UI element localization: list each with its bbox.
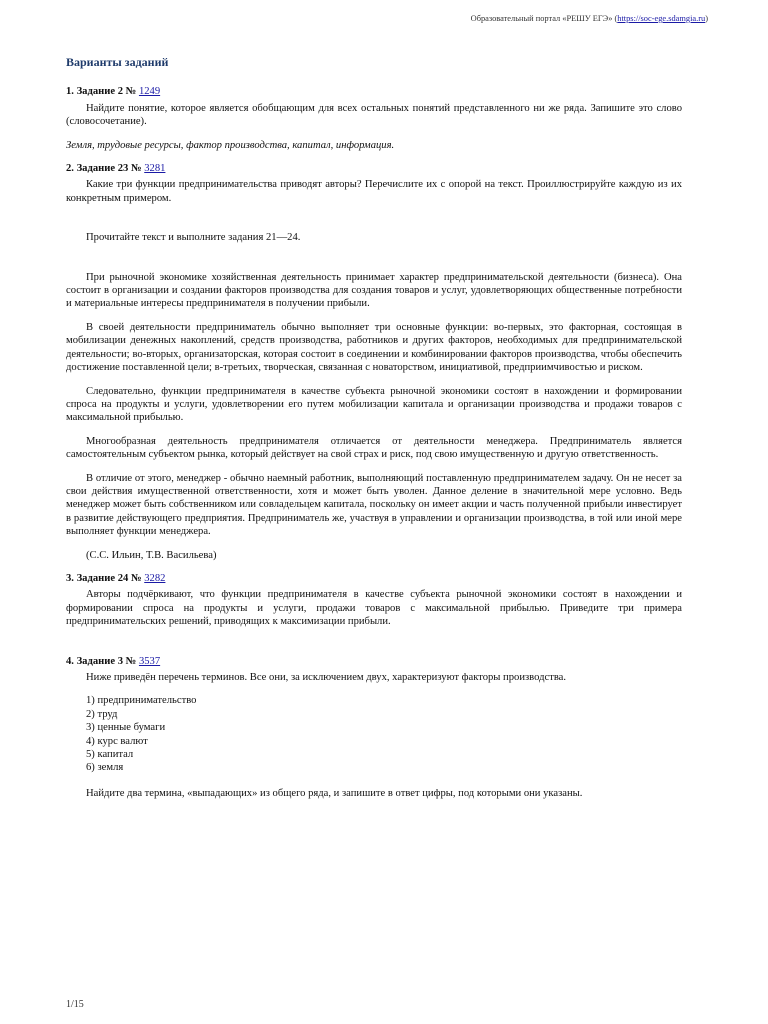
task-label: 3. Задание 24 № bbox=[66, 572, 145, 584]
task-3 bbox=[66, 572, 682, 629]
task-heading bbox=[66, 85, 682, 98]
task-heading bbox=[66, 162, 682, 175]
task-question: Найдите понятие, которое является обобщающим для всех остальных понятий представленного ни же ряда. Запишите это слово (словосочетание). bbox=[66, 102, 682, 128]
task-number-link[interactable]: 3537 bbox=[138, 655, 161, 667]
main-content bbox=[66, 56, 682, 810]
task-question: Какие три функции предпринимательства приводят авторы? Перечислите их с опорой на текст. Проиллюстрируйте каждую из их конкретным примером. bbox=[66, 179, 682, 204]
task-number-link[interactable]: 3281 bbox=[144, 163, 166, 175]
option-item: 3) ценные бумаги bbox=[86, 722, 166, 734]
task-instruction: Прочитайте текст и выполните задания 21—24. bbox=[86, 232, 301, 244]
portal-header bbox=[471, 12, 708, 25]
task-term-list: Земля, трудовые ресурсы, фактор производства, капитал, информация. bbox=[66, 139, 395, 151]
task-label: 4. Задание 3 № bbox=[66, 655, 139, 667]
option-item: 2) труд bbox=[86, 708, 118, 720]
option-item: 5) капитал bbox=[86, 749, 134, 761]
text-authors: (С.С. Ильин, Т.В. Васильева) bbox=[86, 549, 217, 561]
portal-suffix: ) bbox=[705, 14, 708, 23]
spacer bbox=[66, 215, 682, 231]
spacer bbox=[66, 255, 682, 271]
task-label: 1. Задание 2 № bbox=[66, 86, 139, 98]
task-number-link[interactable]: 1249 bbox=[138, 86, 161, 98]
task-heading bbox=[66, 655, 682, 668]
answer-instruction: Найдите два термина, «выпадающих» из общего ряда, и запишите в ответ цифры, под которыми они указаны. bbox=[86, 787, 583, 799]
text-paragraph: При рыночной экономике хозяйственная деятельность принимает характер предпринимательской деятельности (бизнеса). Она состоит в организации и создании факторов производства для создания товаров и услуг, удовлетворяющих общественные потребности и материальные интересы предпринимателя в получении прибыли. bbox=[66, 271, 682, 310]
option-item: 1) предпринимательство bbox=[86, 695, 197, 707]
portal-prefix: Образовательный портал «РЕШУ ЕГЭ» ( bbox=[470, 14, 618, 23]
task-label: 2. Задание 23 № bbox=[66, 163, 145, 175]
task-4 bbox=[66, 655, 682, 801]
task-number-link[interactable]: 3282 bbox=[144, 572, 166, 584]
task-2 bbox=[66, 162, 682, 562]
text-paragraph: В отличие от этого, менеджер - обычно наемный работник, выполняющий поставленную предпринимателем задачу. Он не несет за свои действия имущественной ответственности, хотя и может быть уволен. Данное деление в значительной мере условно. Ведь менеджер может быть собственником или совладельцем капитала, поскольку он имеет акции и часть полученной прибыли инвестирует в развитие действующего предприятия. Предприниматель же, участвуя в управлении и организации производства, в той или иной мере выполняет функции менеджера. bbox=[66, 472, 682, 538]
task-heading bbox=[66, 572, 682, 585]
page-number: 1/15 bbox=[66, 999, 84, 1010]
option-item: 4) курс валют bbox=[86, 735, 148, 747]
task-question: Авторы подчёркивают, что функции предпринимателя в качестве субъекта рыночной экономики состоят в нахождении и формировании спроса на продукты и услуги, продажи товаров с максимальной прибылью. Приведите три примера предпринимательских решений, приводящих к максимизации прибыли. bbox=[66, 589, 682, 628]
text-paragraph: Многообразная деятельность предпринимателя отличается от деятельности менеджера. Предприниматель является самостоятельным субъектом рынка, который действует на свой страх и риск, под свою имущественную и другую ответственность. bbox=[66, 435, 682, 461]
text-paragraph: В своей деятельности предприниматель обычно выполняет три основные функции: во-первых, это факторная, состоящая в мобилизации денежных накоплений, средств производства, работников и других факторов, необходимых для предпринимательской деятельности; во-вторых, организаторская, которая состоит в соединении и комбинировании факторов производства, чтобы обеспечить достижение поставленной цели; в-третьих, творческая, связанная с новаторством, инициативой, предприимчивостью и риском. bbox=[66, 321, 682, 374]
portal-link[interactable]: https://soc-ege.sdamgia.ru bbox=[617, 14, 706, 23]
task-question: Ниже приведён перечень терминов. Все они, за исключением двух, характеризуют факторы производства. bbox=[86, 672, 567, 683]
option-item: 6) земля bbox=[86, 762, 124, 774]
options-list bbox=[86, 694, 682, 774]
page-title: Варианты заданий bbox=[66, 55, 169, 69]
spacer bbox=[66, 639, 682, 655]
text-paragraph: Следовательно, функции предпринимателя в качестве субъекта рыночной экономики состоят в нахождении и формировании спроса на продукты и услуги, удовлетворении его путем мобилизации капитала и организации производства и продажи товаров с максимальной прибылью. bbox=[66, 385, 682, 424]
task-1 bbox=[66, 85, 682, 152]
